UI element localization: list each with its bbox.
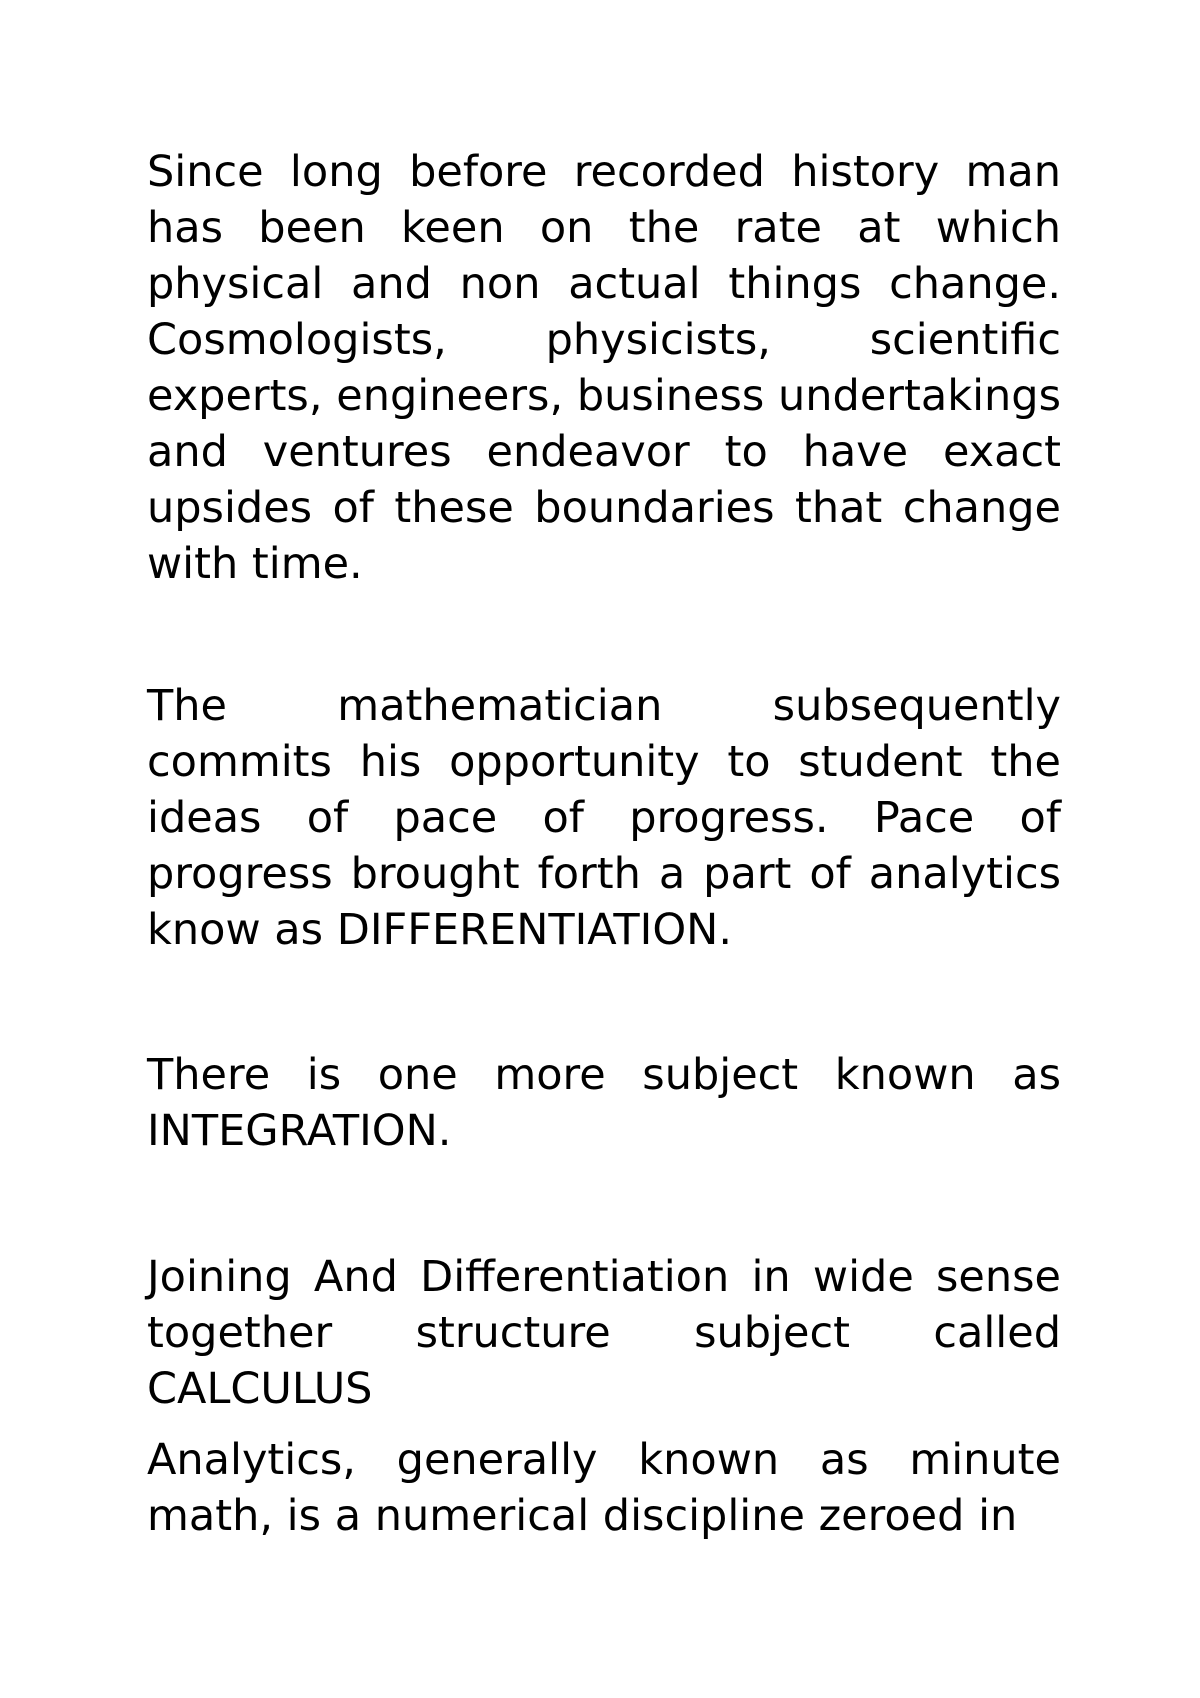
paragraph-analytics: Analytics, generally known as minute math, is a numerical discipline zeroed in — [147, 1435, 1061, 1541]
paragraph-integration: There is one more subject known as INTEGRATION. — [147, 1050, 1061, 1156]
paragraph-rate-of-change: Since long before recorded history man has been keen on the rate at which physical and non actual things change. Cosmologists, physicists, scientific experts, engineers, business undertakings and ventures endeavor to have exact upsides of these boundaries that change with time. — [147, 147, 1061, 589]
paragraph-differentiation: The mathematician subsequently commits his opportunity to student the ideas of pace of progress. Pace of progress brought forth a part of analytics know as DIFFERENTIATION. — [147, 681, 1061, 955]
paragraph-calculus: Joining And Differentiation in wide sense together structure subject called CALCULUS — [147, 1252, 1061, 1414]
